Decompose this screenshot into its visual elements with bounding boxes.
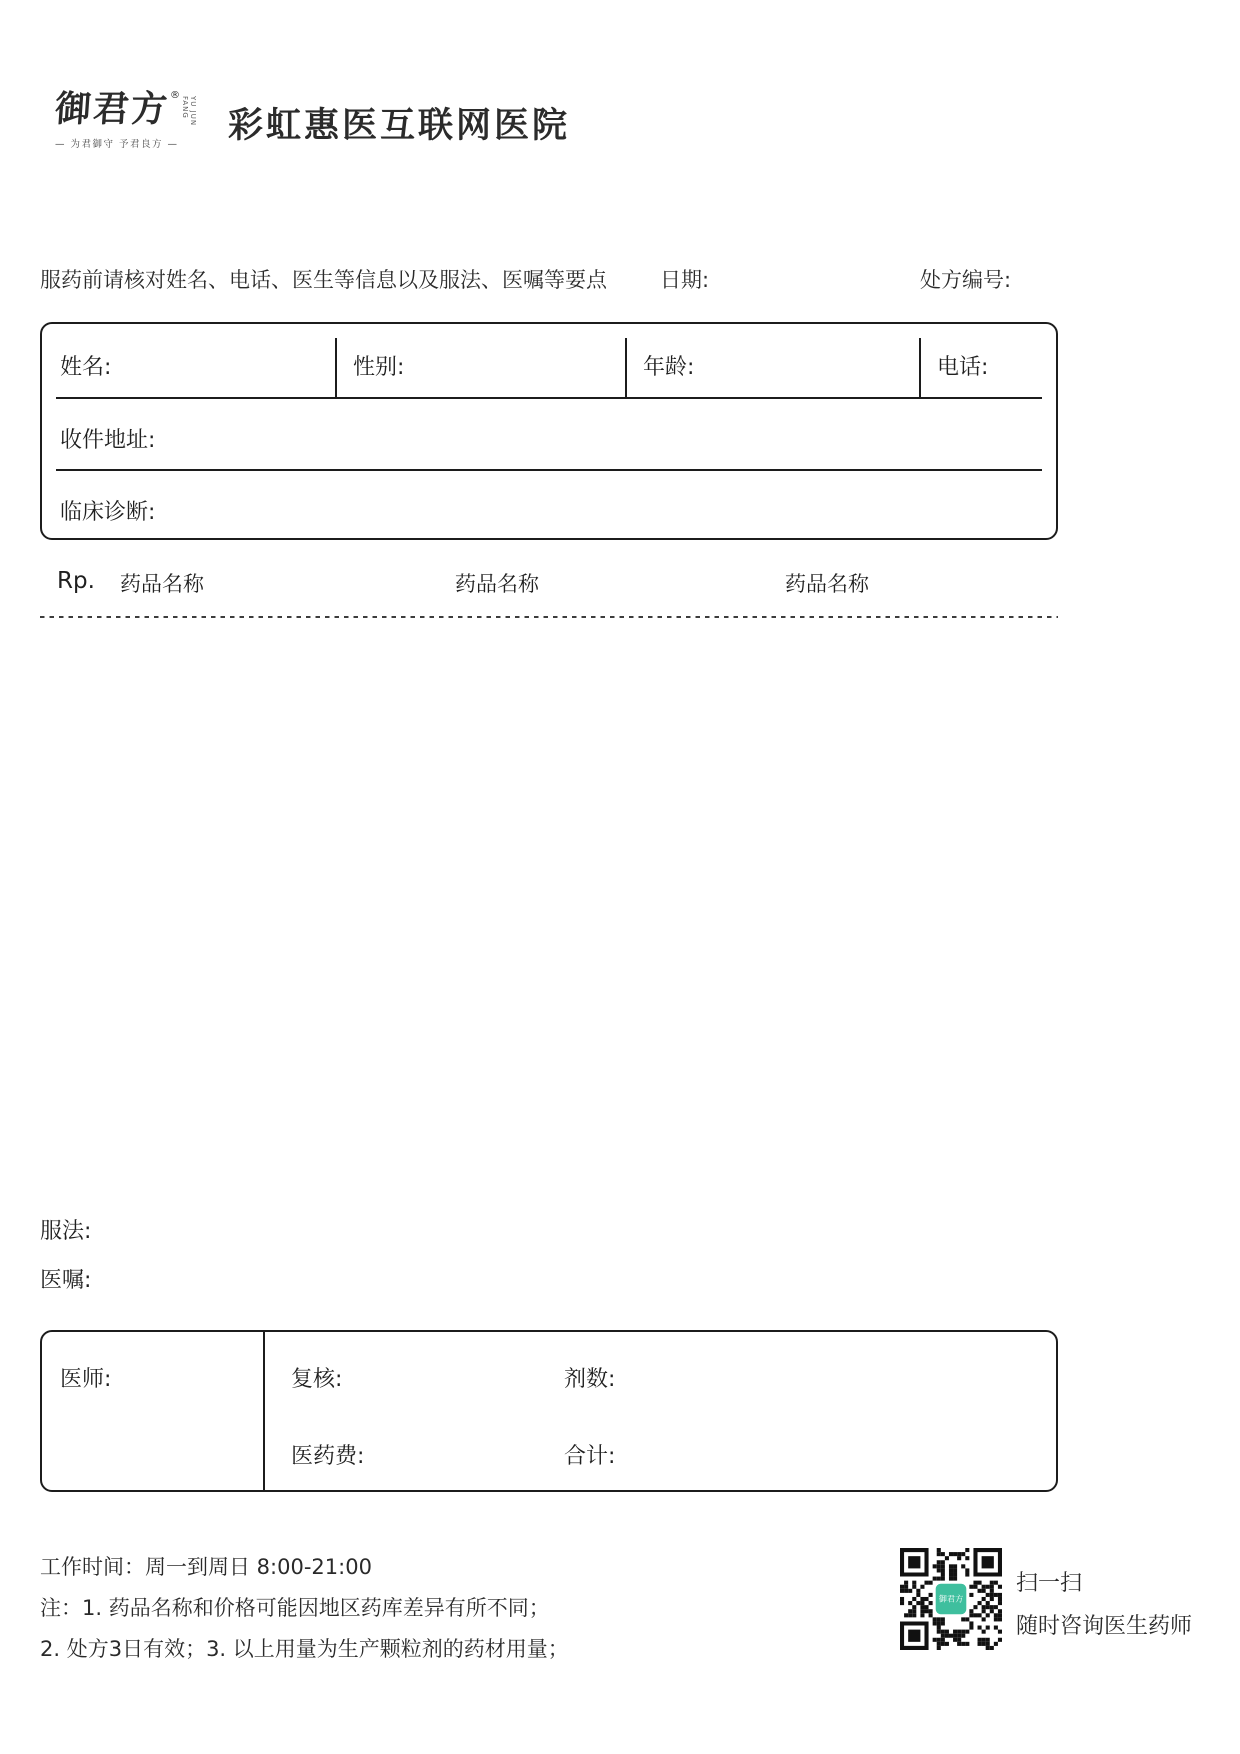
patient-row-diagnosis [42,471,1056,538]
review-label: 复核: [291,1367,343,1392]
age-field-label: 年龄: [625,324,919,397]
brand-logo [53,88,197,150]
brand-pinyin: YU JUN FANG [181,96,197,127]
usage-method-label: 服法: [40,1219,92,1244]
address-field-label: 收件地址: [60,428,156,453]
dashed-divider [40,616,1058,618]
patient-row-address [42,399,1056,469]
dose-count-label: 剂数: [564,1367,616,1392]
scan-title: 扫一扫 [1016,1571,1083,1596]
qr-center-text: 御君方 [938,1593,964,1604]
rp-header-row [0,566,1240,596]
brand-slogan: — 为君御守 予君良方 — [55,138,179,150]
diagnosis-field-label: 临床诊断: [60,500,156,525]
doctor-advice-label: 医嘱: [40,1268,92,1293]
registered-trademark-icon: ® [170,90,181,101]
notice-line [40,264,1058,292]
hospital-title: 彩虹惠医互联网医院 [228,106,571,146]
medicine-fee-label: 医药费: [291,1444,365,1469]
check-notice: 服药前请核对姓名、电话、医生等信息以及服法、医嘱等要点 [40,268,607,292]
gender-field-label: 性别: [335,324,625,397]
scan-subtitle: 随时咨询医生药师 [1016,1614,1193,1639]
name-field-label: 姓名: [60,355,112,380]
total-label: 合计: [564,1444,616,1469]
note-line-2: 2. 处方3日有效；3. 以上用量为生产颗粒剂的药材用量； [40,1637,569,1661]
qr-code [900,1548,1002,1650]
date-label: 日期: [660,268,710,292]
patient-info-box [40,322,1058,540]
doctor-label: 医师: [42,1332,265,1490]
phone-field-label: 电话: [919,324,1056,397]
drug-name-header-3: 药品名称 [785,572,869,596]
summary-box [40,1330,1058,1492]
note-line-1: 注：1. 药品名称和价格可能因地区药库差异有所不同； [40,1596,550,1620]
brand-name: 御君方 [53,88,171,130]
patient-row-basic [42,324,1056,397]
rp-label: Rp. [57,568,95,594]
summary-right [265,1332,1056,1490]
rx-number-label: 处方编号: [920,268,1012,292]
work-hours-text: 工作时间：周一到周日 8:00-21:00 [40,1555,372,1579]
qr-code-svg [900,1548,1002,1650]
drug-name-header-2: 药品名称 [455,572,539,596]
drug-name-header-1: 药品名称 [120,572,204,596]
